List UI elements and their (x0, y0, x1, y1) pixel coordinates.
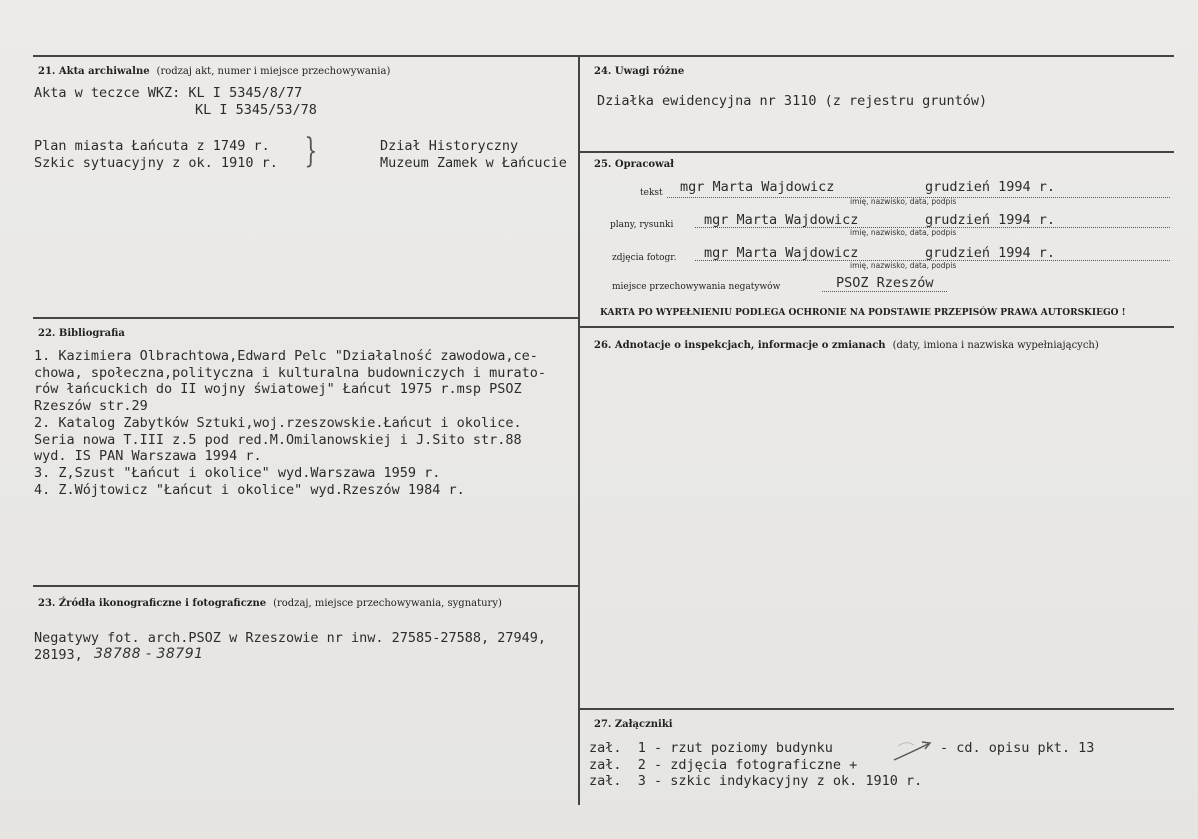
negatives-line-2: 28193, (34, 647, 83, 663)
section-26-subtitle: (daty, imiona i nazwiska wypełniających) (892, 340, 1099, 351)
attachment-note: - cd. opisu pkt. 13 (940, 740, 1095, 756)
dzial-line-2: Muzeum Zamek w Łańcucie (380, 155, 567, 171)
rule-24-25 (579, 151, 1174, 153)
bibliography-line: wyd. IS PAN Warszawa 1994 r. (34, 448, 262, 465)
section-23-title: 23. Źródła ikonograficzne i fotograficzne (38, 598, 267, 609)
akta-line-1: Akta w teczce WKZ: KL I 5345/8/77 (34, 85, 303, 101)
bibliography-line: 2. Katalog Zabytków Sztuki,woj.rzeszowskie.Łańcut i okolice. (34, 414, 522, 431)
zdjecia-author: mgr Marta Wajdowicz (704, 245, 859, 261)
section-21-label (38, 66, 390, 77)
bibliography-line: rów łańcuckich do II wojny światowej" Łańcut 1975 r.msp PSOZ (34, 381, 522, 398)
arrow-icon (892, 738, 936, 762)
tekst-author: mgr Marta Wajdowicz (680, 179, 835, 195)
brace-glyph: } (304, 131, 318, 171)
tekst-label: tekst (640, 188, 663, 198)
section-21-subtitle: (rodzaj akt, numer i miejsce przechowywania) (156, 66, 391, 77)
copyright-warning: KARTA PO WYPEŁNIENIU PODLEGA OCHRONIE NA PODSTAWIE PRZEPISÓW PRAWA AUTORSKIEGO ! (600, 308, 1126, 318)
bibliography-line: 4. Z.Wójtowicz "Łańcut i okolice" wyd.Rzeszów 1984 r. (34, 481, 465, 498)
zdjecia-date: grudzień 1994 r. (925, 245, 1056, 261)
negatives-location-value: PSOZ Rzeszów (836, 275, 934, 291)
section-26-title: 26. Adnotacje o inspekcjach, informacje o zmianach (594, 340, 886, 351)
bibliography-line: Seria nowa T.III z.5 pod red.M.Omilanowskiej i J.Sito str.88 (34, 431, 522, 448)
dzial-line-1: Dział Historyczny (380, 138, 519, 154)
attachment-line: zał. 1 - rzut poziomy budynku (589, 740, 833, 756)
uwagi-text: Działka ewidencyjna nr 3110 (z rejestru gruntów) (597, 93, 988, 109)
middle-divider (578, 55, 580, 805)
zdjecia-label: zdjęcia fotogr. (612, 253, 677, 263)
section-23-label (38, 598, 502, 609)
section-23-subtitle: (rodzaj, miejsce przechowywania, sygnatury) (273, 598, 502, 609)
akta-line-2: KL I 5345/53/78 (195, 102, 317, 118)
plany-author: mgr Marta Wajdowicz (704, 212, 859, 228)
tekst-date: grudzień 1994 r. (925, 179, 1056, 195)
plan-line-2: Szkic sytuacyjny z ok. 1910 r. (34, 155, 278, 171)
section-22-label: 22. Bibliografia (38, 328, 125, 339)
section-26-label (594, 340, 1099, 351)
handwritten-negatives: 38788 - 38791 (94, 646, 204, 662)
plan-line-1: Plan miasta Łańcuta z 1749 r. (34, 138, 270, 154)
bibliography-line: Rzeszów str.29 (34, 398, 148, 415)
plany-label: plany, rysunki (610, 220, 674, 230)
bibliography-line: 1. Kazimiera Olbrachtowa,Edward Pelc "Działalność zawodowa,ce- (34, 348, 538, 364)
negatives-location-label: miejsce przechowywania negatywów (612, 282, 781, 292)
rule-26-27 (579, 708, 1174, 710)
section-25-label: 25. Opracował (594, 159, 675, 170)
section-27-label: 27. Załączniki (594, 719, 673, 730)
tekst-hint: imię, nazwisko, data, podpis (850, 197, 957, 206)
zdjecia-hint: imię, nazwisko, data, podpis (850, 261, 957, 270)
rule-22-23 (33, 585, 579, 587)
plany-date: grudzień 1994 r. (925, 212, 1056, 228)
rule-25-26 (579, 326, 1174, 328)
top-rule (33, 55, 1174, 57)
section-21-title: 21. Akta archiwalne (38, 66, 150, 77)
bibliography-line: chowa, społeczna,polityczna i kulturalna budowniczych i murato- (34, 364, 547, 381)
attachment-line: zał. 3 - szkic indykacyjny z ok. 1910 r. (589, 773, 923, 789)
bibliography-line: 3. Z,Szust "Łańcut i okolice" wyd.Warszawa 1959 r. (34, 464, 441, 481)
rule-21-22 (33, 317, 579, 319)
section-24-label: 24. Uwagi różne (594, 66, 685, 77)
attachment-line: zał. 2 - zdjęcia fotograficzne + (589, 756, 858, 773)
plany-hint: imię, nazwisko, data, podpis (850, 228, 957, 237)
negatives-line-1: Negatywy fot. arch.PSOZ w Rzeszowie nr inw. 27585-27588, 27949, (34, 630, 547, 646)
